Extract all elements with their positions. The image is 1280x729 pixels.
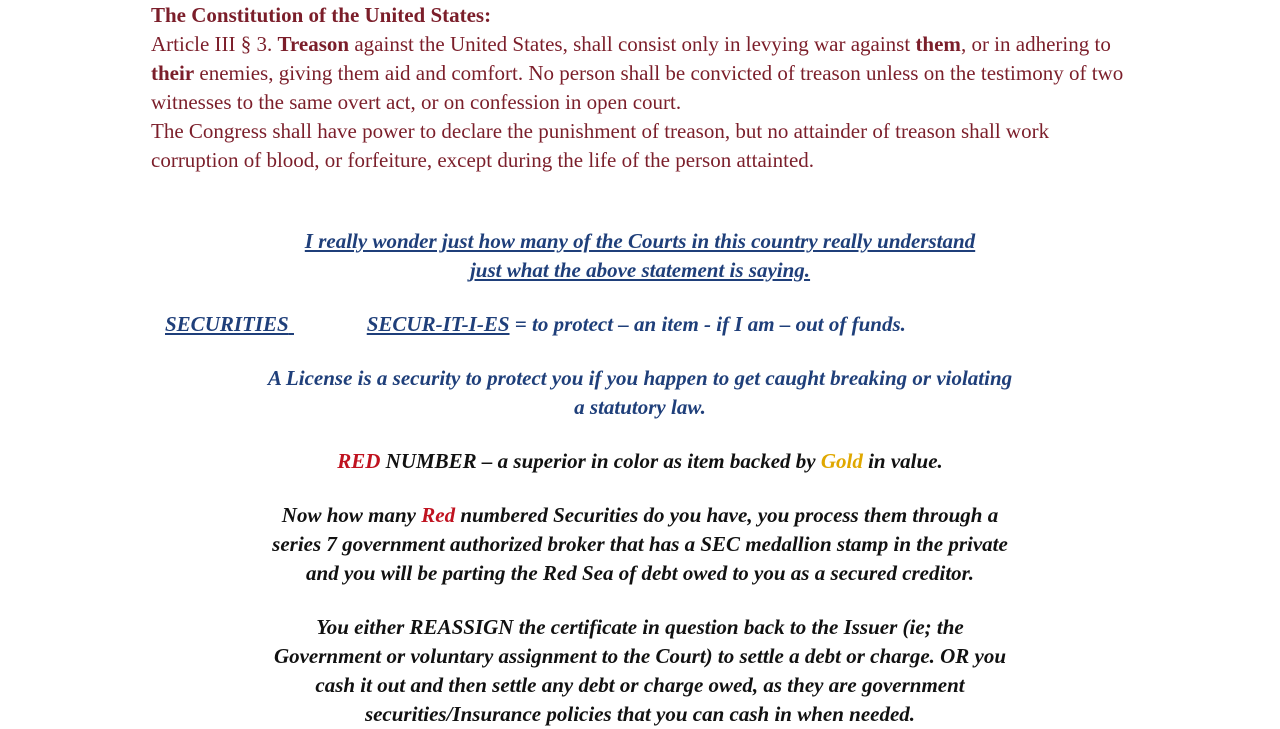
how-many-statement	[140, 501, 1140, 588]
them-bold: them	[915, 32, 961, 56]
securities-word: SECURITIES	[165, 312, 289, 336]
license-line-2: a statutory law.	[574, 395, 706, 419]
reassign-line-2: Government or voluntary assignment to the Court) to settle a debt or charge. OR you	[273, 644, 1007, 668]
how-many-pre: Now how many	[281, 503, 422, 527]
how-many-rest: numbered Securities do you have, you process them through a	[455, 503, 999, 527]
red-word: RED	[337, 449, 381, 473]
securities-gap	[289, 310, 367, 339]
reassign-line-4: securities/Insurance policies that you can cash in when needed.	[364, 702, 916, 726]
license-line-1: A License is a security to protect you if you happen to get caught breaking or violating	[267, 366, 1013, 390]
reassign-line-3: cash it out and then settle any debt or charge owed, as they are government	[315, 673, 965, 697]
article-text-2: , or in adhering to	[960, 32, 1111, 56]
red-number-statement	[140, 447, 1140, 476]
license-statement	[140, 364, 1140, 422]
red-number-text: NUMBER – a superior in color as item backed by	[380, 449, 821, 473]
article-prefix: Article III § 3.	[151, 32, 278, 56]
how-many-line-2: series 7 government authorized broker that has a SEC medallion stamp in the private	[272, 532, 1008, 556]
red-number-end: in value.	[862, 449, 943, 473]
how-many-line-1	[140, 501, 1140, 530]
their-bold: their	[151, 61, 195, 85]
reassign-statement	[140, 613, 1140, 729]
how-many-line-3: and you will be parting the Red Sea of debt owed to you as a secured creditor.	[306, 561, 974, 585]
constitution-heading: The Constitution of the United States:	[151, 3, 492, 27]
constitution-section	[151, 0, 1131, 175]
gold-word: Gold	[820, 449, 863, 473]
securities-definition	[165, 310, 906, 339]
article-text-1: against the United States, shall consist only in levying war against	[349, 32, 916, 56]
securities-meaning: = to protect – an item - if I am – out of funds.	[509, 312, 906, 336]
reassign-line-1: You either REASSIGN the certificate in question back to the Issuer (ie; the	[316, 615, 964, 639]
congress-paragraph: The Congress shall have power to declare the punishment of treason, but no attainder of treason shall work corruption of blood, or forfeiture, except during the life of the person attainted.	[151, 119, 1050, 172]
article-text-3: enemies, giving them aid and comfort. No person shall be convicted of treason unless on the testimony of two witnesses to the same overt act, or on confession in open court.	[151, 61, 1124, 114]
treason-bold: Treason	[277, 32, 350, 56]
securities-split: SECUR-IT-I-ES	[366, 312, 510, 336]
article-iii-paragraph	[151, 30, 1131, 117]
wonder-line-2: just what the above statement is saying.	[469, 258, 811, 282]
wonder-line-1: I really wonder just how many of the Courts in this country really understand	[304, 229, 976, 253]
wonder-statement	[140, 227, 1140, 285]
red-inline-word: Red	[421, 503, 456, 527]
